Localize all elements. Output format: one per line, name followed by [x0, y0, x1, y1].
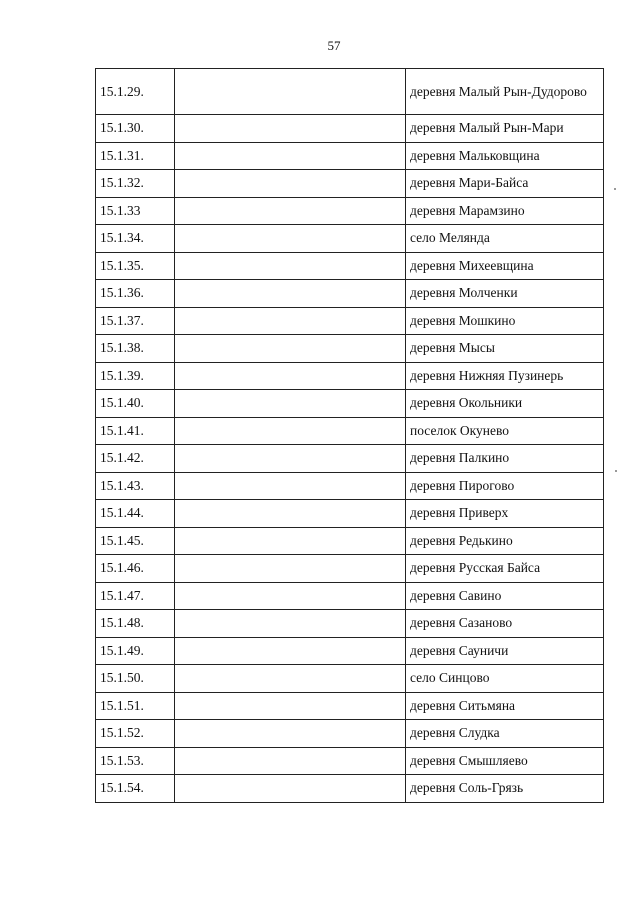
table-row	[96, 582, 604, 610]
empty-middle-cell	[175, 610, 406, 638]
row-number-cell: 15.1.48.	[96, 610, 175, 638]
row-number-cell: 15.1.39.	[96, 362, 175, 390]
row-number-cell: 15.1.47.	[96, 582, 175, 610]
empty-middle-cell	[175, 720, 406, 748]
row-number-cell: 15.1.51.	[96, 692, 175, 720]
settlement-name-cell: деревня Сазаново	[406, 610, 604, 638]
table-row	[96, 280, 604, 308]
empty-middle-cell	[175, 582, 406, 610]
table-row	[96, 500, 604, 528]
row-number-cell: 15.1.53.	[96, 747, 175, 775]
empty-middle-cell	[175, 445, 406, 473]
row-number-cell: 15.1.33	[96, 197, 175, 225]
table-row	[96, 472, 604, 500]
empty-middle-cell	[175, 555, 406, 583]
table-row	[96, 142, 604, 170]
empty-middle-cell	[175, 115, 406, 143]
row-number-cell: 15.1.45.	[96, 527, 175, 555]
settlement-name-cell: деревня Слудка	[406, 720, 604, 748]
settlement-name-cell: село Мелянда	[406, 225, 604, 253]
row-number-cell: 15.1.40.	[96, 390, 175, 418]
row-number-cell: 15.1.37.	[96, 307, 175, 335]
empty-middle-cell	[175, 69, 406, 115]
empty-middle-cell	[175, 692, 406, 720]
empty-middle-cell	[175, 500, 406, 528]
empty-middle-cell	[175, 142, 406, 170]
table-row	[96, 637, 604, 665]
table-row	[96, 390, 604, 418]
settlement-name-cell: деревня Сауничи	[406, 637, 604, 665]
settlement-name-cell: деревня Марамзино	[406, 197, 604, 225]
empty-middle-cell	[175, 307, 406, 335]
empty-middle-cell	[175, 335, 406, 363]
settlement-name-cell: деревня Мысы	[406, 335, 604, 363]
row-number-cell: 15.1.44.	[96, 500, 175, 528]
row-number-cell: 15.1.32.	[96, 170, 175, 198]
row-number-cell: 15.1.31.	[96, 142, 175, 170]
table-row	[96, 417, 604, 445]
settlement-name-cell: деревня Пирогово	[406, 472, 604, 500]
table-row	[96, 335, 604, 363]
empty-middle-cell	[175, 417, 406, 445]
empty-middle-cell	[175, 637, 406, 665]
page-number: 57	[327, 38, 341, 53]
empty-middle-cell	[175, 280, 406, 308]
row-number-cell: 15.1.30.	[96, 115, 175, 143]
table-row	[96, 307, 604, 335]
settlement-name-cell: деревня Окольники	[406, 390, 604, 418]
empty-middle-cell	[175, 225, 406, 253]
table-row	[96, 665, 604, 693]
settlement-name-cell: деревня Михеевщина	[406, 252, 604, 280]
settlement-name-cell: деревня Малый Рын-Мари	[406, 115, 604, 143]
table-row	[96, 225, 604, 253]
empty-middle-cell	[175, 527, 406, 555]
empty-middle-cell	[175, 390, 406, 418]
table-row	[96, 69, 604, 115]
scan-speck	[615, 470, 617, 472]
table-row	[96, 610, 604, 638]
settlement-name-cell: деревня Нижняя Пузинерь	[406, 362, 604, 390]
settlement-name-cell: деревня Смышляево	[406, 747, 604, 775]
empty-middle-cell	[175, 747, 406, 775]
empty-middle-cell	[175, 775, 406, 803]
settlement-name-cell: деревня Соль-Грязь	[406, 775, 604, 803]
row-number-cell: 15.1.43.	[96, 472, 175, 500]
row-number-cell: 15.1.29.	[96, 69, 175, 115]
table-row	[96, 555, 604, 583]
row-number-cell: 15.1.38.	[96, 335, 175, 363]
table-row	[96, 720, 604, 748]
table-row	[96, 747, 604, 775]
row-number-cell: 15.1.36.	[96, 280, 175, 308]
row-number-cell: 15.1.34.	[96, 225, 175, 253]
settlement-name-cell: деревня Редькино	[406, 527, 604, 555]
settlement-name-cell: деревня Мари-Байса	[406, 170, 604, 198]
table-row	[96, 362, 604, 390]
row-number-cell: 15.1.50.	[96, 665, 175, 693]
empty-middle-cell	[175, 197, 406, 225]
empty-middle-cell	[175, 472, 406, 500]
table-row	[96, 692, 604, 720]
table-row	[96, 252, 604, 280]
row-number-cell: 15.1.49.	[96, 637, 175, 665]
settlement-name-cell: село Синцово	[406, 665, 604, 693]
empty-middle-cell	[175, 252, 406, 280]
table-row	[96, 527, 604, 555]
row-number-cell: 15.1.46.	[96, 555, 175, 583]
settlement-name-cell: деревня Палкино	[406, 445, 604, 473]
table-row	[96, 197, 604, 225]
row-number-cell: 15.1.54.	[96, 775, 175, 803]
settlements-table-body	[96, 69, 604, 803]
table-row	[96, 445, 604, 473]
empty-middle-cell	[175, 665, 406, 693]
settlement-name-cell: деревня Малый Рын-Дудорово	[406, 69, 604, 115]
settlement-name-cell: деревня Молченки	[406, 280, 604, 308]
empty-middle-cell	[175, 170, 406, 198]
scan-speck	[614, 188, 616, 190]
settlement-name-cell: деревня Ситьмяна	[406, 692, 604, 720]
settlement-name-cell: деревня Русская Байса	[406, 555, 604, 583]
settlement-name-cell: деревня Мальковщина	[406, 142, 604, 170]
settlement-name-cell: деревня Приверх	[406, 500, 604, 528]
settlement-name-cell: поселок Окунево	[406, 417, 604, 445]
row-number-cell: 15.1.52.	[96, 720, 175, 748]
empty-middle-cell	[175, 362, 406, 390]
settlement-name-cell: деревня Мошкино	[406, 307, 604, 335]
settlements-table	[95, 68, 604, 803]
row-number-cell: 15.1.35.	[96, 252, 175, 280]
table-row	[96, 115, 604, 143]
row-number-cell: 15.1.42.	[96, 445, 175, 473]
settlement-name-cell: деревня Савино	[406, 582, 604, 610]
row-number-cell: 15.1.41.	[96, 417, 175, 445]
table-row	[96, 170, 604, 198]
table-row	[96, 775, 604, 803]
